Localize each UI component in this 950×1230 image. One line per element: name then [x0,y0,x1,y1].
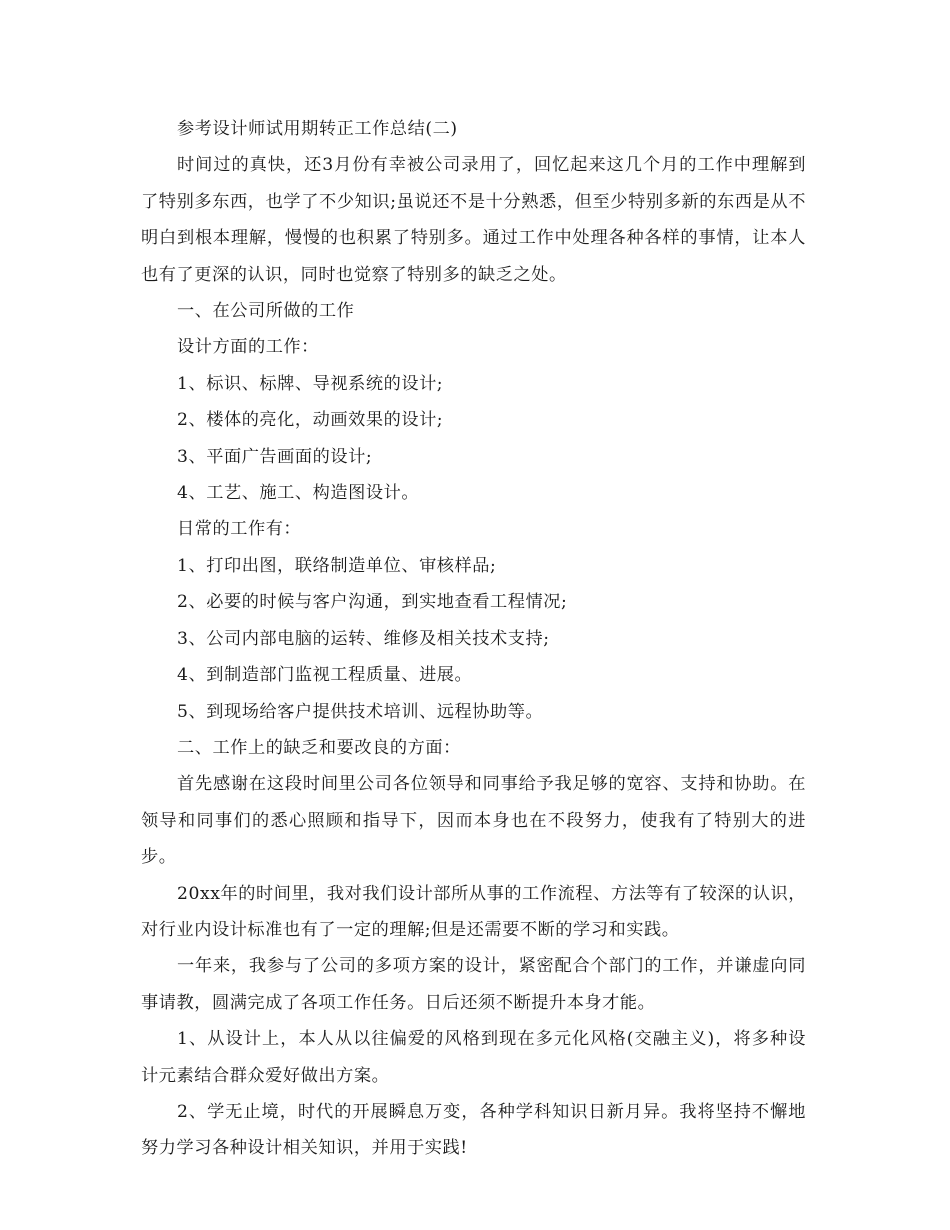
paragraph: 首先感谢在这段时间里公司各位领导和同事给予我足够的宽容、支持和协助。在领导和同事们的悉心照顾和指导下，因而本身也在不段努力，使我有了特别大的进步。 [141,774,806,868]
paragraph: 20xx年的时间里，我对我们设计部所从事的工作流程、方法等有了较深的认识，对行业内设计标准也有了一定的理解;但是还需要不断的学习和实践。 [141,883,806,940]
list-item: 4、到制造部门监视工程质量、进展。 [177,665,473,686]
section-heading-shortcomings: 二、工作上的缺乏和要改良的方面： [177,737,461,758]
document-body [141,111,806,1167]
list-item: 1、打印出图，联络制造单位、审核样品; [177,555,497,576]
list-item: 5、到现场给客户提供技术培训、远程协助等。 [177,701,544,722]
paragraph: 1、从设计上，本人从以往偏爱的风格到现在多元化风格(交融主义)，将多种设计元素结合群众爱好做出方案。 [141,1029,806,1086]
list-item: 1、标识、标牌、导视系统的设计; [177,373,444,394]
list-item: 4、工艺、施工、构造图设计。 [177,483,420,504]
paragraph: 一年来，我参与了公司的多项方案的设计，紧密配合个部门的工作，并谦虚向同事请教，圆满完成了各项工作任务。日后还须不断提升本身才能。 [141,956,806,1013]
subheading-daily-work: 日常的工作有： [177,519,302,540]
paragraph: 2、学无止境，时代的开展瞬息万变，各种学科知识日新月异。我将坚持不懈地努力学习各种设计相关知识，并用于实践! [141,1101,806,1159]
paragraph-intro: 时间过的真快，还3月份有幸被公司录用了，回忆起来这几个月的工作中理解到了特别多东西，也学了不少知识;虽说还不是十分熟悉，但至少特别多新的东西是从不明白到根本理解，慢慢的也积累了特别多。通过工作中处理各种各样的事情，让本人也有了更深的认识，同时也觉察了特别多的缺乏之处。 [141,155,806,285]
list-item: 2、必要的时候与客户沟通，到实地查看工程情况; [177,592,568,613]
document-title: 参考设计师试用期转正工作总结(二) [177,119,458,139]
subheading-design-work: 设计方面的工作： [177,337,319,358]
list-item: 3、平面广告画面的设计; [177,446,373,467]
list-item: 2、楼体的亮化，动画效果的设计; [177,410,444,431]
list-item: 3、公司内部电脑的运转、维修及相关技术支持; [177,628,550,649]
section-heading-work: 一、在公司所做的工作 [177,301,355,322]
